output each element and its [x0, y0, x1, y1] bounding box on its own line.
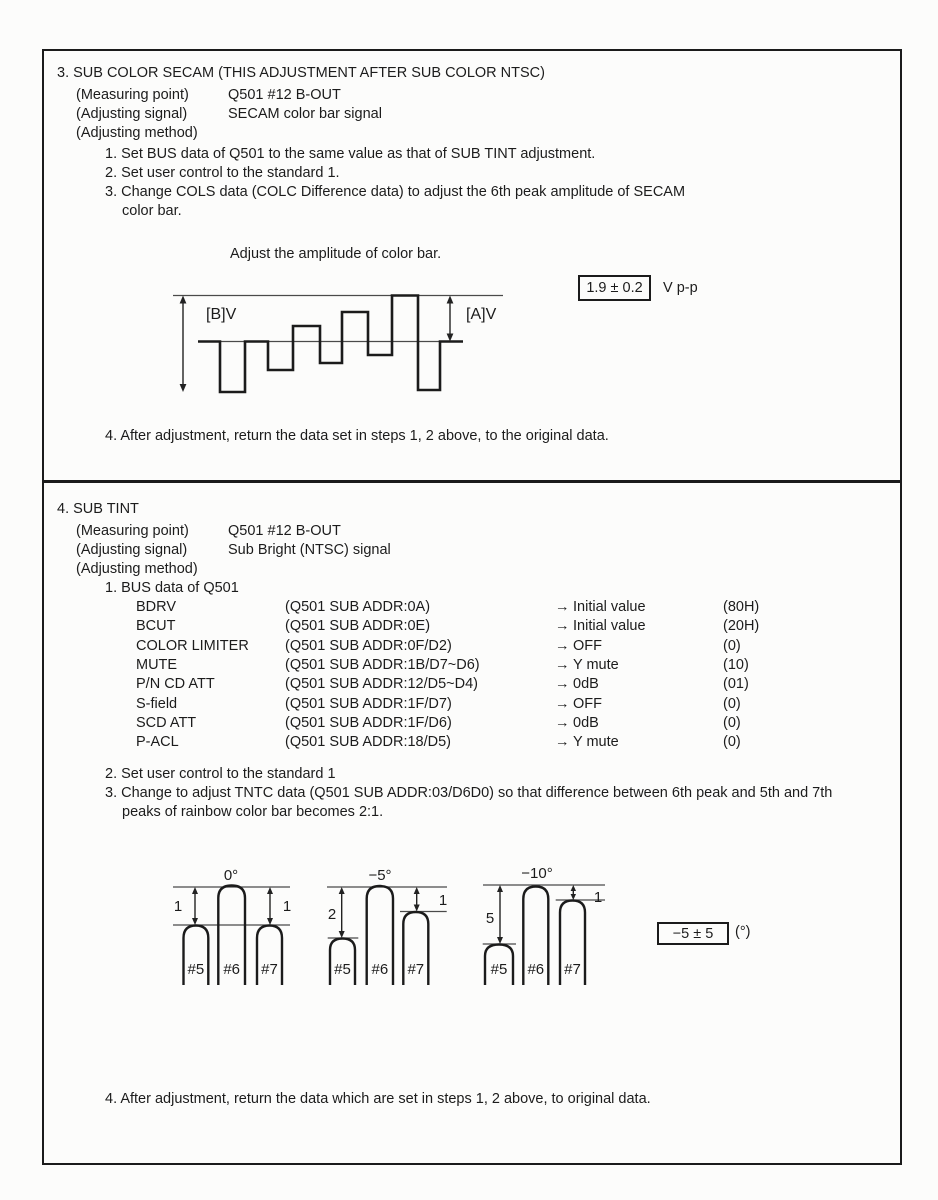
section3-step4: 4. After adjustment, return the data set in steps 1, 2 above, to the original data.	[105, 428, 609, 444]
secam-diagram-caption: Adjust the amplitude of color bar.	[230, 246, 442, 262]
right-arrow-glyph: →	[555, 676, 570, 693]
tint-spec-box	[657, 922, 729, 945]
section4-title: 4. SUB TINT	[57, 501, 139, 517]
left-dimension-value: 1	[173, 898, 183, 915]
phase-diagram-minus10deg	[483, 865, 605, 985]
section4-adjusting-signal-label: (Adjusting signal)	[76, 542, 188, 558]
arrowhead	[267, 918, 273, 925]
right-arrow-glyph: →	[555, 695, 570, 712]
arrowhead	[571, 885, 576, 891]
arrowhead	[339, 931, 345, 938]
bus-value: (10)	[723, 657, 749, 674]
right-arrow-glyph: →	[555, 599, 570, 615]
bus-name: P/N CD ATT	[136, 676, 215, 693]
section3-measuring-point-value: Q501 #12 B-OUT	[228, 87, 341, 103]
bus-setting: OFF	[573, 637, 602, 654]
arrowhead	[571, 894, 576, 900]
arrowhead	[414, 905, 420, 912]
bar-label: #6	[223, 961, 241, 978]
bus-address: (Q501 SUB ADDR:0F/D2)	[285, 637, 452, 654]
bus-value: (0)	[723, 715, 741, 732]
section3-adjusting-method-label: (Adjusting method)	[76, 125, 198, 141]
bus-value: (0)	[723, 695, 741, 712]
bus-address: (Q501 SUB ADDR:12/D5~D4)	[285, 676, 479, 693]
bus-value: (0)	[723, 734, 741, 751]
arrowhead	[267, 887, 273, 894]
bus-name: BCUT	[136, 618, 176, 635]
section-divider-line	[42, 480, 902, 483]
section4-measuring-point-value: Q501 #12 B-OUT	[228, 523, 341, 539]
b-arrowhead-up	[180, 296, 187, 304]
bus-setting: Initial value	[573, 599, 646, 615]
bar-label: #7	[564, 961, 581, 978]
section4-measuring-point-label: (Measuring point)	[76, 523, 189, 539]
bus-name: P-ACL	[136, 734, 179, 751]
bus-name: MUTE	[136, 657, 178, 674]
section3-step1: 1. Set BUS data of Q501 to the same value as that of SUB TINT adjustment.	[105, 146, 596, 162]
bus-address: (Q501 SUB ADDR:1F/D7)	[285, 695, 452, 712]
left-dimension-value: 5	[485, 910, 495, 927]
section3-adjusting-signal-value: SECAM color bar signal	[228, 106, 382, 122]
a-voltage-label: [A]V	[466, 306, 497, 323]
diagram-title: 0°	[223, 867, 239, 884]
bus-data-table	[136, 599, 836, 754]
section4-step4: 4. After adjustment, return the data which are set in steps 1, 2 above, to original data.	[105, 1091, 651, 1107]
bus-setting: Y mute	[573, 734, 619, 751]
a-arrowhead-up	[447, 296, 454, 304]
tint-spec-unit: (°)	[735, 924, 751, 940]
bus-name: BDRV	[136, 599, 177, 615]
arrowhead	[497, 885, 503, 892]
secam-waveform-diagram	[170, 285, 515, 405]
secam-spec-box	[578, 275, 651, 301]
bar-label: #6	[527, 961, 545, 978]
bus-address: (Q501 SUB ADDR:1B/D7~D6)	[285, 657, 480, 674]
bar-label: #6	[371, 961, 389, 978]
bus-address: (Q501 SUB ADDR:18/D5)	[285, 734, 452, 751]
table-row	[136, 599, 836, 618]
bus-name: S-field	[136, 695, 178, 712]
right-arrow-glyph: →	[555, 715, 570, 732]
left-dimension-value: 2	[327, 906, 337, 923]
bus-address: (Q501 SUB ADDR:1F/D6)	[285, 715, 452, 732]
table-row	[136, 715, 836, 734]
arrowhead	[414, 887, 420, 894]
section4-adjusting-signal-value: Sub Bright (NTSC) signal	[228, 542, 391, 558]
tint-spec-value: −5 ± 5	[672, 925, 714, 942]
bus-setting: Y mute	[573, 657, 619, 674]
bar-label: #7	[407, 961, 425, 978]
diagram-title: −10°	[521, 865, 553, 882]
bus-name: SCD ATT	[136, 715, 197, 732]
bus-address: (Q501 SUB ADDR:0E)	[285, 618, 431, 635]
section3-measuring-point-label: (Measuring point)	[76, 87, 189, 103]
section4-step2: 2. Set user control to the standard 1	[105, 766, 336, 782]
section3-step3-line1: 3. Change COLS data (COLC Difference data) to adjust the 6th peak amplitude of SECAM	[105, 184, 686, 200]
section4-adjusting-method-label: (Adjusting method)	[76, 561, 198, 577]
bus-value: (80H)	[723, 599, 760, 615]
bar-label: #5	[187, 961, 205, 978]
secam-spec-unit: V p-p	[663, 280, 698, 296]
table-row	[136, 734, 836, 753]
bus-name: COLOR LIMITER	[136, 637, 249, 654]
section4-step3-line2: peaks of rainbow color bar becomes 2:1.	[122, 804, 384, 820]
diagram-title: −5°	[368, 867, 392, 884]
tint-phase-diagrams	[170, 860, 615, 990]
phase-diagram-minus5deg	[327, 867, 447, 985]
right-dimension-value: 1	[282, 898, 292, 915]
bar-label: #7	[261, 961, 278, 978]
table-row	[136, 657, 836, 676]
right-arrow-glyph: →	[555, 618, 570, 635]
bus-value: (20H)	[723, 618, 760, 635]
section3-title: 3. SUB COLOR SECAM (THIS ADJUSTMENT AFTER SUB COLOR NTSC)	[57, 65, 545, 81]
right-arrow-glyph: →	[555, 734, 570, 751]
arrowhead	[339, 887, 345, 894]
table-row	[136, 676, 836, 695]
bus-setting: 0dB	[573, 715, 599, 732]
right-arrow-glyph: →	[555, 657, 570, 674]
table-row	[136, 618, 836, 637]
phase-diagram-0deg	[173, 867, 291, 985]
bus-address: (Q501 SUB ADDR:0A)	[285, 599, 431, 615]
bus-setting: OFF	[573, 695, 602, 712]
bar-label: #5	[490, 961, 508, 978]
bus-value: (0)	[723, 637, 741, 654]
right-dimension-value: 1	[593, 889, 603, 906]
section3-adjusting-signal-label: (Adjusting signal)	[76, 106, 188, 122]
bus-setting: Initial value	[573, 618, 646, 635]
table-row	[136, 696, 836, 715]
b-arrowhead-down	[180, 384, 187, 392]
arrowhead	[192, 918, 198, 925]
right-arrow-glyph: →	[555, 637, 570, 654]
secam-spec-value: 1.9 ± 0.2	[586, 280, 643, 296]
bar-label: #5	[334, 961, 351, 978]
secam-waveform-trace	[198, 296, 463, 393]
arrowhead	[497, 937, 503, 944]
section3-step3-line2: color bar.	[122, 203, 182, 219]
table-row	[136, 638, 836, 657]
section4-step1: 1. BUS data of Q501	[105, 580, 239, 596]
bus-setting: 0dB	[573, 676, 599, 693]
right-dimension-value: 1	[438, 892, 448, 909]
b-voltage-label: [B]V	[206, 306, 237, 323]
bus-value: (01)	[723, 676, 749, 693]
section4-step3-line1: 3. Change to adjust TNTC data (Q501 SUB ADDR:03/D6D0) so that difference between 6th peak and 5th and 7th	[105, 785, 833, 801]
arrowhead	[192, 887, 198, 894]
section3-step2: 2. Set user control to the standard 1.	[105, 165, 340, 181]
